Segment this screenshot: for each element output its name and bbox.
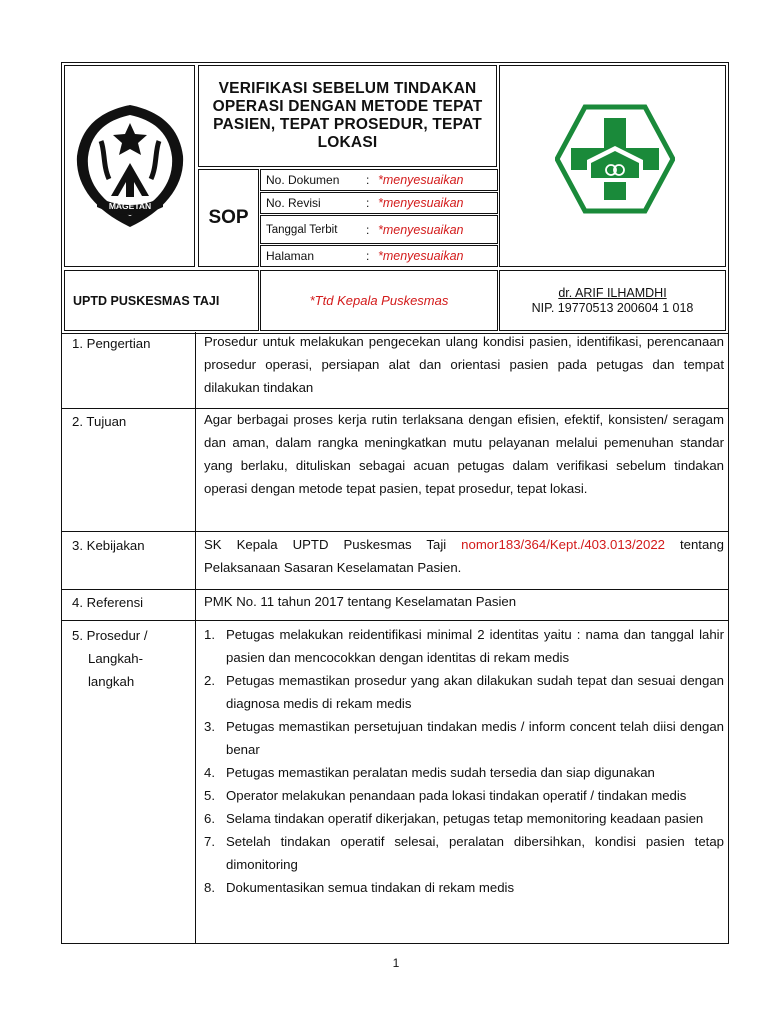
step-text: Selama tindakan operatif dikerjakan, petugas tetap memonitoring keadaan pasien [226,811,704,826]
regency-emblem-icon [71,101,189,231]
kebijakan-decree-number: nomor183/364/Kept./403.013/2022 [461,537,665,552]
step-text: Petugas melakukan reidentifikasi minimal 2 identitas yaitu : nama dan tanggal lahir pasien dan mencocokkan dengan identitas di rekam medis [226,627,724,665]
step-number: 8. [204,880,215,895]
section-text-kebijakan [204,533,724,579]
meta-row-no-revisi [260,192,498,214]
unit-cell [64,270,259,331]
meta-sep: : [366,249,370,263]
section-label-tujuan: 2. Tujuan [72,414,127,429]
section-label-prosedur [72,624,192,693]
prosedur-label-line: 5. Prosedur / [72,628,148,643]
list-item [204,807,724,830]
meta-sep: : [366,222,370,237]
meta-value: *menyesuaikan [378,222,464,237]
step-number: 4. [204,765,215,780]
list-item [204,715,724,761]
steps-list [204,623,724,899]
section-label-referensi: 4. Referensi [72,595,144,610]
section-text-pengertian: Prosedur untuk melakukan pengecekan ulang kondisi pasien, identifikasi, perencanaan prosedur operasi, persiapan alat dan orientasi pasien pada petugas dan tempat dilakukan tindakan [204,334,724,395]
list-item [204,623,724,669]
step-number: 6. [204,811,215,826]
section-label-pengertian: 1. Pengertian [72,336,151,351]
sop-cell [198,169,259,267]
step-text: Petugas memastikan persetujuan tindakan medis / inform concent telah diisi dengan benar [226,719,724,757]
prosedur-label-line: langkah [88,674,135,689]
meta-row-halaman [260,245,498,267]
meta-key: No. Dokumen [266,173,340,187]
meta-value: *menyesuaikan [378,249,464,263]
officer-name: dr. ARIF ILHAMDHI [558,286,667,300]
list-item [204,876,724,899]
page-number: 1 [392,956,400,970]
officer-cell [499,270,726,331]
sop-label: SOP [208,207,249,228]
signature-placeholder: *Ttd Kepala Puskesmas [309,293,449,308]
meta-value: *menyesuaikan [378,173,464,187]
meta-key: Halaman [266,249,315,263]
section-text-referensi: PMK No. 11 tahun 2017 tentang Keselamatan Pasien [204,594,517,609]
step-text: Setelah tindakan operatif selesai, peralatan dibersihkan, kondisi pasien tetap dimonitoring [226,834,724,872]
document-title: VERIFIKASI SEBELUM TINDAKAN OPERASI DENGAN METODE TEPAT PASIEN, TEPAT PROSEDUR, TEPAT LOKASI [212,80,483,151]
step-number: 7. [204,834,215,849]
kebijakan-text-b: tentang Pelaksanaan Sasaran Keselamatan Pasien. [204,537,724,575]
row-divider [61,620,729,621]
content-column-divider [195,332,196,944]
list-item [204,761,724,784]
meta-value: *menyesuaikan [378,196,464,210]
meta-sep: : [366,173,370,187]
step-number: 2. [204,673,215,688]
right-logo-cell [499,65,726,267]
section-text-tujuan: Agar berbagai proses kerja rutin terlaksana dengan efisien, efektif, konsisten/ seragam dan aman, dalam rangka meningkatkan mutu pelayanan melalui pemenuhan standar yang berlaku, dituliskan sebagai acuan petugas dalam verifikasi sebelum tindakan operasi dengan metode tepat pasien, tepat prosedur, tepat lokasi. [204,412,724,496]
unit-name: UPTD PUSKESMAS TAJI [73,293,220,308]
step-text: Dokumentasikan semua tindakan di rekam medis [226,880,515,895]
title-cell [198,65,497,167]
prosedur-label-line: Langkah- [88,651,143,666]
list-item [204,784,724,807]
step-number: 1. [204,627,215,642]
step-text: Petugas memastikan prosedur yang akan dilakukan sudah tepat dan sesuai dengan diagnosa medis di rekam medis [226,673,724,711]
step-number: 3. [204,719,215,734]
signature-cell [260,270,498,331]
prosedur-steps [204,623,724,899]
section-label-kebijakan: 3. Kebijakan [72,538,145,553]
row-divider [61,531,729,532]
meta-key: Tanggal Terbit [266,223,338,236]
list-item [204,669,724,715]
meta-row-tanggal-terbit [260,215,498,244]
meta-sep: : [366,196,370,210]
kebijakan-text-a: SK Kepala UPTD Puskesmas Taji [204,537,462,552]
officer-nip: NIP. 19770513 200604 1 018 [531,301,694,315]
emblem-label: MAGETAN [108,201,152,211]
meta-row-no-dokumen [260,169,498,191]
step-text: Petugas memastikan peralatan medis sudah tersedia dan siap digunakan [226,765,655,780]
meta-key: No. Revisi [266,196,321,210]
puskesmas-logo-icon [555,104,675,214]
step-text: Operator melakukan penandaan pada lokasi tindakan operatif / tindakan medis [226,788,687,803]
left-logo-cell [64,65,195,267]
list-item [204,830,724,876]
step-number: 5. [204,788,215,803]
